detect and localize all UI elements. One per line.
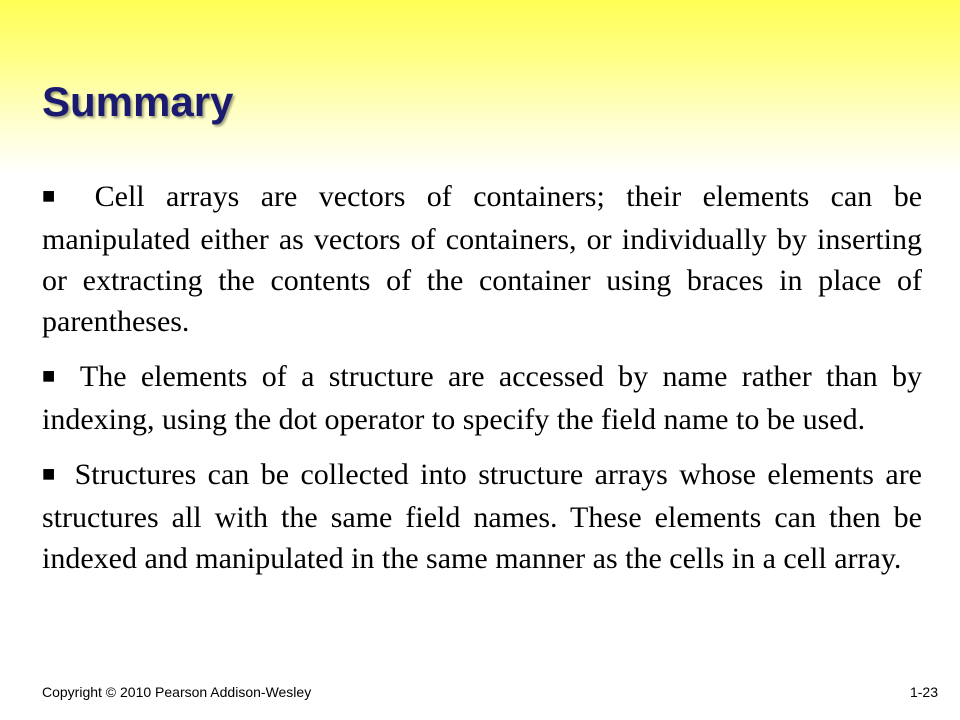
square-bullet-icon: ■ [42,461,60,486]
bullet-item [42,356,922,440]
bullet-item [42,176,922,342]
bullet-text: Structures can be collected into structure arrays whose elements are structures all with the same field names. These elements can then be indexed and manipulated in the same manner as the cells in a cell array. [42,458,923,575]
bullet-list [42,176,922,593]
bullet-text: Cell arrays are vectors of containers; their elements can be manipulated either as vectors of containers, or individually by inserting or extracting the contents of the container using braces in place of parentheses. [42,180,923,338]
bullet-item [42,454,922,579]
square-bullet-icon: ■ [42,183,70,208]
bullet-text: The elements of a structure are accessed by name rather than by indexing, using the dot operator to specify the field name to be used. [42,360,922,436]
square-bullet-icon: ■ [42,363,63,388]
page-number: 1-23 [909,684,938,700]
slide-title: Summary [42,78,234,125]
copyright-notice: Copyright © 2010 Pearson Addison-Wesley [42,684,312,700]
